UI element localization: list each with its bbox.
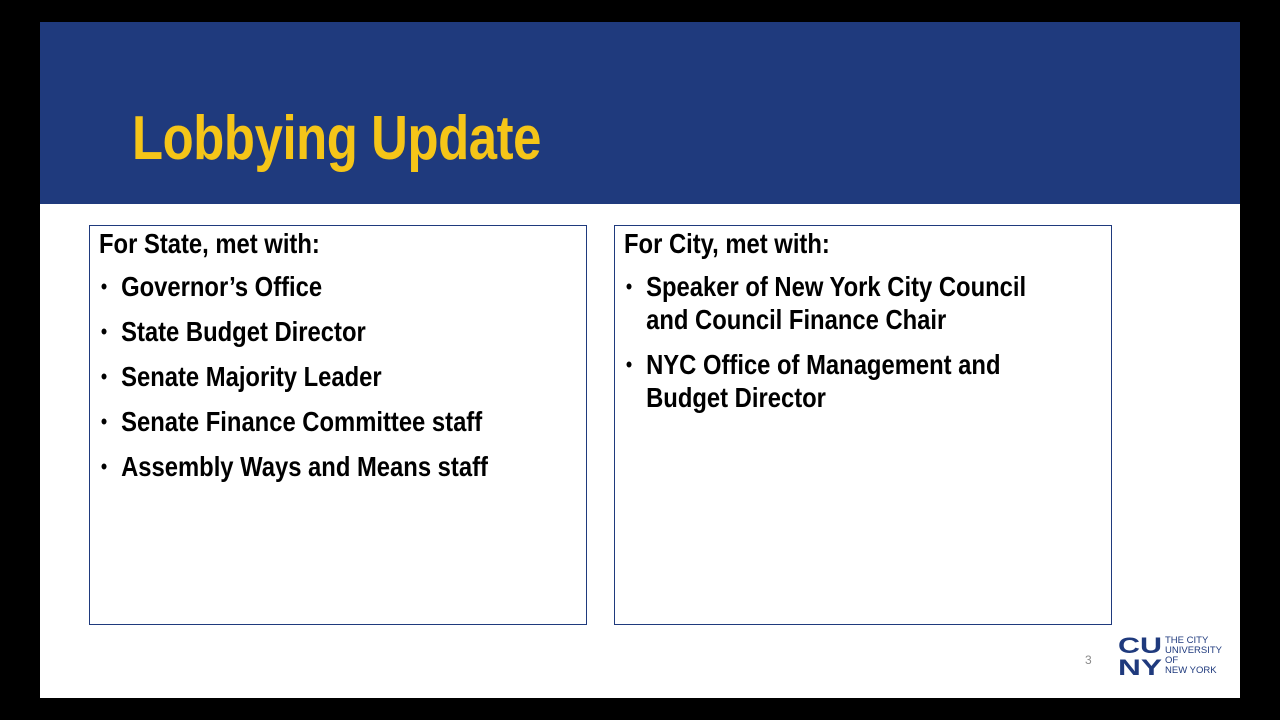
bullet-icon: •: [100, 454, 108, 479]
state-item-ways-means: Assembly Ways and Means staff: [121, 451, 488, 482]
state-list: [99, 270, 575, 495]
state-item-governor: Governor’s Office: [121, 271, 323, 302]
page-number: 3: [1085, 653, 1092, 667]
list-item: [99, 270, 575, 303]
list-item: [99, 315, 575, 348]
state-item-majority-leader: Senate Majority Leader: [121, 361, 382, 392]
city-item-speaker: Speaker of New York City Council and Council Finance Chair: [646, 271, 1027, 335]
list-item: [99, 360, 575, 393]
state-box: [89, 225, 587, 625]
cuny-logo: [1118, 633, 1222, 677]
list-item: [624, 270, 1066, 336]
logo-text-4: NEW YORK: [1165, 665, 1217, 676]
city-item-omb: NYC Office of Management and Budget Director: [646, 349, 1001, 413]
city-list: [624, 270, 1066, 426]
list-item: [99, 405, 575, 438]
logo-mark-bottom: NY: [1118, 655, 1163, 677]
state-item-finance-committee: Senate Finance Committee staff: [121, 406, 483, 437]
bullet-icon: •: [625, 352, 633, 377]
list-item: [99, 450, 575, 483]
city-heading: For City, met with:: [624, 228, 830, 259]
slide: [40, 22, 1240, 698]
state-item-budget-director: State Budget Director: [121, 316, 366, 347]
logo-text-2: UNIVERSITY: [1165, 645, 1222, 656]
bullet-icon: •: [100, 409, 108, 434]
logo-text-3: OF: [1165, 655, 1179, 666]
slide-title: Lobbying Update: [132, 104, 542, 173]
logo-text-1: THE CITY: [1165, 635, 1209, 646]
logo-mark-top: CU: [1118, 633, 1162, 658]
bullet-icon: •: [100, 319, 108, 344]
bullet-icon: •: [100, 274, 108, 299]
city-box: [614, 225, 1112, 625]
bullet-icon: •: [100, 364, 108, 389]
bullet-icon: •: [625, 274, 633, 299]
state-heading: For State, met with:: [99, 228, 320, 259]
list-item: [624, 348, 1066, 414]
